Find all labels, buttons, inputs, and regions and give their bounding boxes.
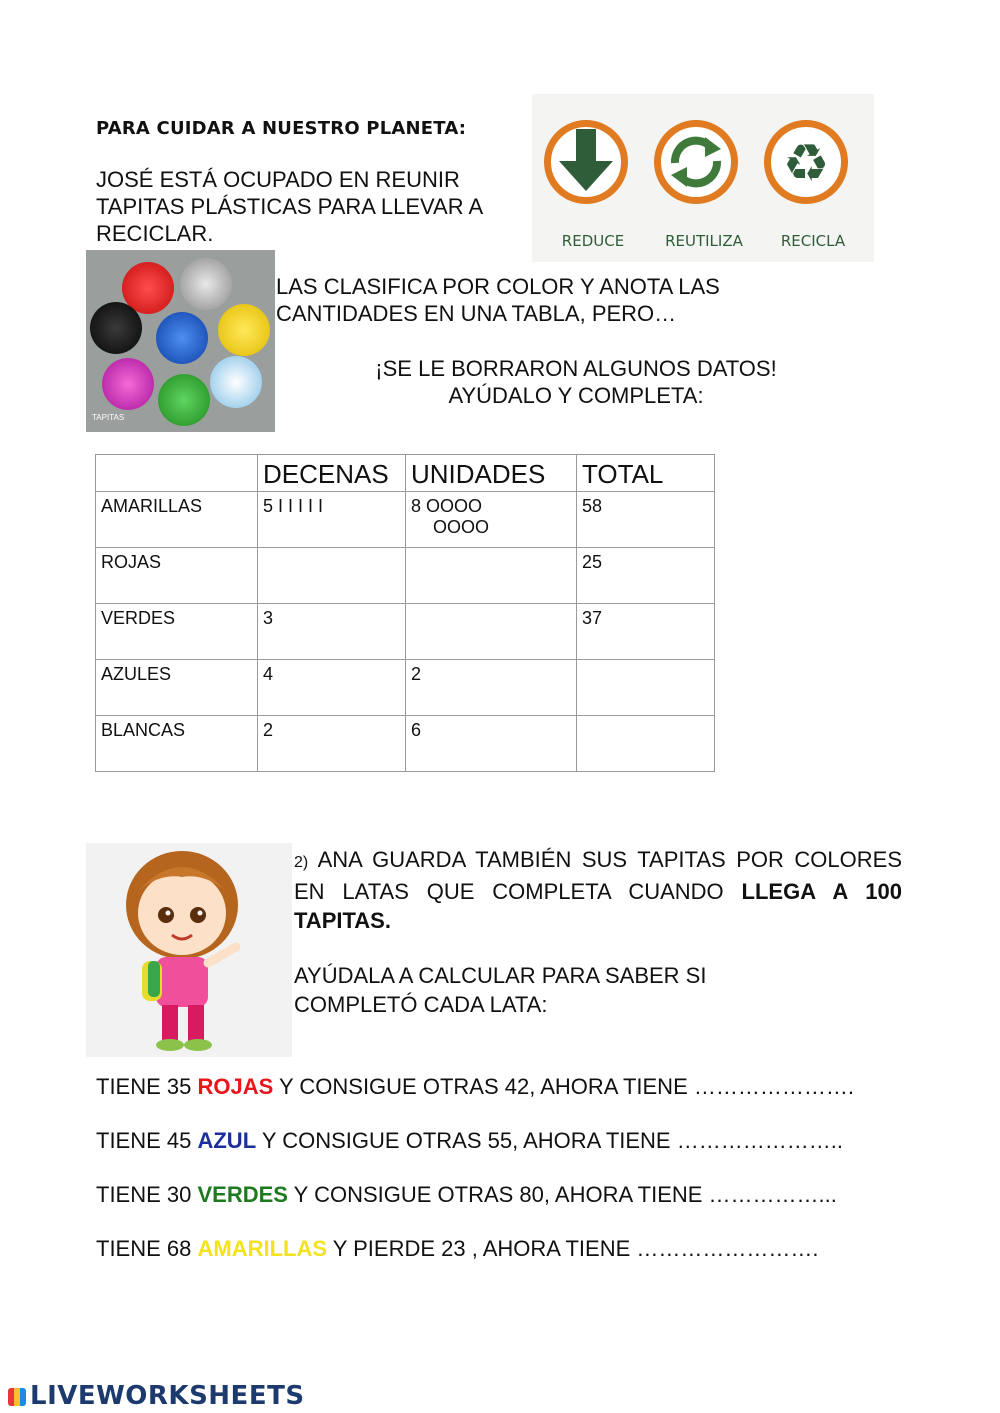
sentence-pre: TIENE 30 bbox=[96, 1182, 198, 1207]
table-row bbox=[96, 660, 715, 716]
row-label: ROJAS bbox=[96, 548, 258, 604]
logo-label-reduce: REDUCE bbox=[561, 232, 625, 250]
classify-line: LAS CLASIFICA POR COLOR Y ANOTA LAS bbox=[276, 274, 720, 299]
classify-line: CANTIDADES EN UNA TABLA, PERO… bbox=[276, 301, 677, 326]
total-cell[interactable] bbox=[577, 716, 715, 772]
yellow-caps bbox=[218, 304, 270, 356]
table-header: TOTAL bbox=[577, 455, 715, 492]
unidades-cell[interactable]: 2 bbox=[406, 660, 577, 716]
table-header: DECENAS bbox=[258, 455, 406, 492]
table-row bbox=[96, 492, 715, 548]
erased-line: AYÚDALO Y COMPLETA: bbox=[448, 383, 704, 408]
decenas-cell[interactable]: 4 bbox=[258, 660, 406, 716]
color-word-red: ROJAS bbox=[197, 1074, 274, 1099]
sentence-pre: TIENE 35 bbox=[96, 1074, 198, 1099]
bottle-caps-photo bbox=[86, 250, 275, 432]
caps-table bbox=[95, 454, 715, 772]
logo-label-reuse: REUTILIZA bbox=[665, 232, 743, 250]
section-bold-text: LLEGA A 100 TAPITAS. bbox=[294, 879, 902, 933]
sentence-post: Y CONSIGUE OTRAS 42, AHORA TIENE …………………. bbox=[273, 1074, 854, 1099]
decenas-cell[interactable]: 2 bbox=[258, 716, 406, 772]
decenas-cell[interactable]: 3 bbox=[258, 604, 406, 660]
sentence-post: Y CONSIGUE OTRAS 55, AHORA TIENE ………………….. bbox=[256, 1128, 843, 1153]
reuse-circle bbox=[654, 120, 738, 204]
erased-notice bbox=[276, 355, 876, 409]
table-row bbox=[96, 604, 715, 660]
row-label: AZULES bbox=[96, 660, 258, 716]
exercise-sentence[interactable] bbox=[96, 1236, 819, 1262]
section-number: 2) bbox=[294, 854, 309, 871]
black-caps bbox=[90, 302, 142, 354]
classify-paragraph bbox=[276, 273, 796, 327]
sentence-pre: TIENE 45 bbox=[96, 1128, 198, 1153]
total-cell[interactable]: 37 bbox=[577, 604, 715, 660]
sentence-pre: TIENE 68 bbox=[96, 1236, 198, 1261]
table-header: UNIDADES bbox=[406, 455, 577, 492]
gray-caps bbox=[180, 258, 232, 310]
liveworksheets-logo bbox=[8, 1381, 305, 1411]
table-row bbox=[96, 548, 715, 604]
unidades-line: OOOO bbox=[433, 517, 490, 537]
brand-text: LIVEWORKSHEETS bbox=[30, 1381, 305, 1411]
intro-line: JOSÉ ESTÁ OCUPADO EN REUNIR bbox=[96, 167, 460, 192]
color-word-green: VERDES bbox=[197, 1182, 288, 1207]
down-arrow-icon bbox=[551, 127, 621, 197]
recycle-icon bbox=[771, 127, 841, 197]
section-text: ANA GUARDA TAMBIÉN SUS TAPITAS POR COLORES EN LATAS QUE COMPLETA CUANDO bbox=[294, 847, 902, 904]
total-cell[interactable] bbox=[577, 660, 715, 716]
blue-caps bbox=[156, 312, 208, 364]
logo-label-recycle: RECICLA bbox=[780, 232, 846, 250]
page-title: PARA CUIDAR A NUESTRO PLANETA: bbox=[96, 118, 467, 139]
color-word-yellow: AMARILLAS bbox=[197, 1236, 328, 1261]
girl-icon bbox=[86, 843, 292, 1057]
intro-line: TAPITAS PLÁSTICAS PARA LLEVAR A bbox=[96, 194, 484, 219]
brand-icon bbox=[8, 1388, 26, 1406]
help-line: AYÚDALA A CALCULAR PARA SABER SI bbox=[294, 963, 707, 988]
recycle-circle bbox=[764, 120, 848, 204]
total-cell[interactable]: 25 bbox=[577, 548, 715, 604]
girl-illustration bbox=[86, 843, 292, 1057]
row-label: AMARILLAS bbox=[96, 492, 258, 548]
green-caps bbox=[158, 374, 210, 426]
decenas-cell[interactable] bbox=[258, 548, 406, 604]
unidades-cell[interactable]: 6 bbox=[406, 716, 577, 772]
color-word-blue: AZUL bbox=[197, 1128, 257, 1153]
svg-text:♻: ♻ bbox=[782, 134, 830, 194]
help-line: COMPLETÓ CADA LATA: bbox=[294, 992, 548, 1017]
unidades-cell[interactable] bbox=[406, 604, 577, 660]
intro-line: RECICLAR. bbox=[96, 221, 214, 246]
total-cell[interactable]: 58 bbox=[577, 492, 715, 548]
exercise-sentence[interactable] bbox=[96, 1128, 843, 1154]
exercise-sentence[interactable] bbox=[96, 1074, 854, 1100]
unidades-cell[interactable] bbox=[406, 492, 577, 548]
sentence-post: Y CONSIGUE OTRAS 80, AHORA TIENE ……………... bbox=[287, 1182, 837, 1207]
recycle-logo bbox=[532, 94, 874, 262]
white-caps bbox=[210, 356, 262, 408]
row-label: VERDES bbox=[96, 604, 258, 660]
table-header-row bbox=[96, 455, 715, 492]
help-paragraph bbox=[294, 961, 854, 1019]
unidades-cell[interactable] bbox=[406, 548, 577, 604]
reduce-circle bbox=[544, 120, 628, 204]
decenas-cell[interactable]: 5 I I I I I bbox=[258, 492, 406, 548]
table-row bbox=[96, 716, 715, 772]
row-label: BLANCAS bbox=[96, 716, 258, 772]
pink-caps bbox=[102, 358, 154, 410]
table-header bbox=[96, 455, 258, 492]
unidades-line: 8 OOOO bbox=[411, 496, 483, 516]
section-2-paragraph bbox=[294, 845, 902, 935]
sentence-post: Y PIERDE 23 , AHORA TIENE ……………………. bbox=[327, 1236, 819, 1261]
reuse-arrows-icon bbox=[661, 127, 731, 197]
erased-line: ¡SE LE BORRARON ALGUNOS DATOS! bbox=[375, 356, 777, 381]
exercise-sentence[interactable] bbox=[96, 1182, 837, 1208]
caps-brand: TAPITAS bbox=[92, 413, 125, 422]
intro-paragraph bbox=[96, 166, 526, 247]
